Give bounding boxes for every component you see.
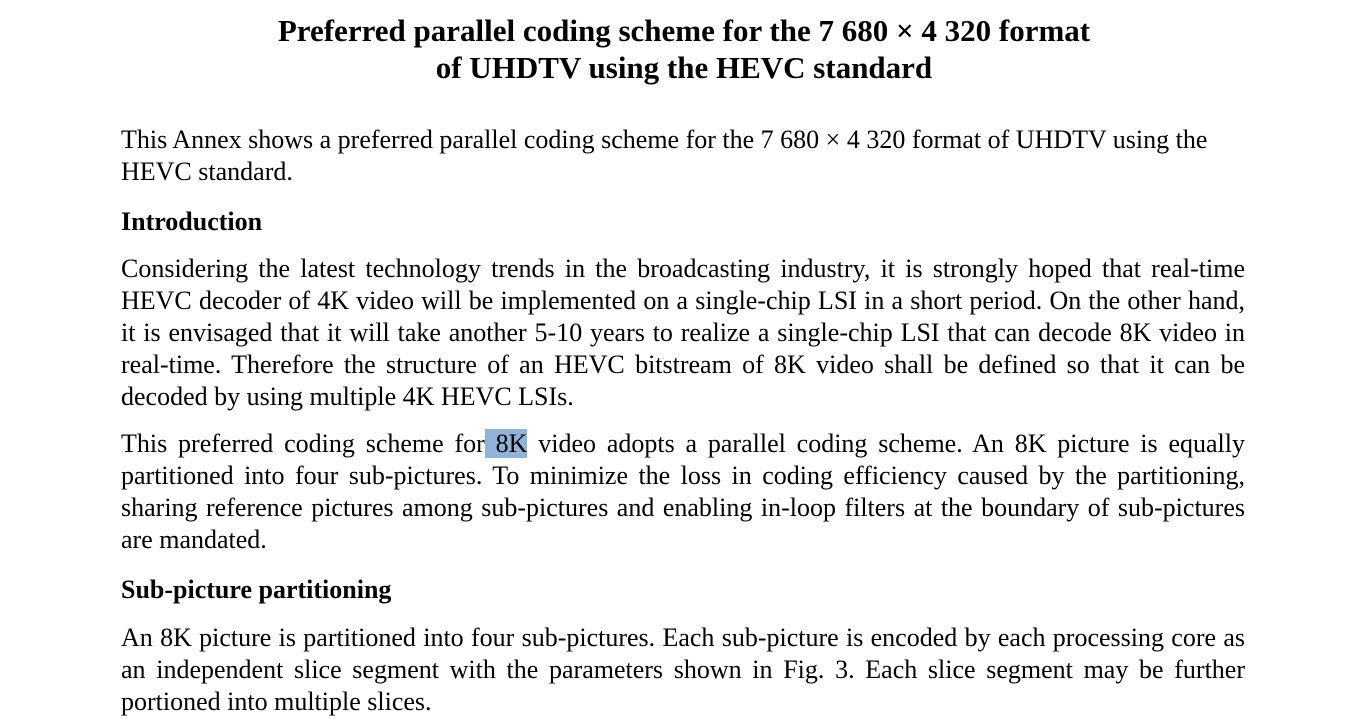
- paragraph-text-before-selection: This preferred coding scheme for: [121, 429, 485, 458]
- paragraph-text-after-selection: video adopts a parallel coding scheme. An 8K picture is equally partitioned into four sub-pictures. To minimize the loss in coding efficiency caused by the partitioning, sharing reference pictures among sub-pictures and enabling in-loop filters at the boundary of sub-pictures are mandated.: [121, 429, 1245, 554]
- selected-text-highlight[interactable]: 8K: [484, 429, 528, 458]
- introduction-paragraph-2: [121, 428, 1245, 556]
- sub-picture-paragraph-1: An 8K picture is partitioned into four sub-pictures. Each sub-picture is encoded by each processing core as an independent slice segment with the parameters shown in Fig. 3. Each slice segment may be further portioned into multiple slices.: [121, 623, 1245, 716]
- section-heading-sub-picture-partitioning: Sub-picture partitioning: [121, 575, 392, 604]
- document-title-line-1: Preferred parallel coding scheme for the 7 680 × 4 320 format: [277, 13, 1091, 48]
- annex-intro-paragraph: This Annex shows a preferred parallel coding scheme for the 7 680 × 4 320 format of UHDTV using the HEVC standard.: [121, 125, 1208, 186]
- document-title-line-2: of UHDTV using the HEVC standard: [435, 50, 933, 85]
- section-heading-introduction: Introduction: [121, 207, 263, 236]
- introduction-paragraph-1: Considering the latest technology trends in the broadcasting industry, it is strongly hoped that real-time HEVC decoder of 4K video will be implemented on a single-chip LSI in a short period. On the other hand, it is envisaged that it will take another 5-10 years to realize a single-chip LSI that can decode 8K video in real-time. Therefore the structure of an HEVC bitstream of 8K video shall be defined so that it can be decoded by using multiple 4K HEVC LSIs.: [121, 254, 1245, 411]
